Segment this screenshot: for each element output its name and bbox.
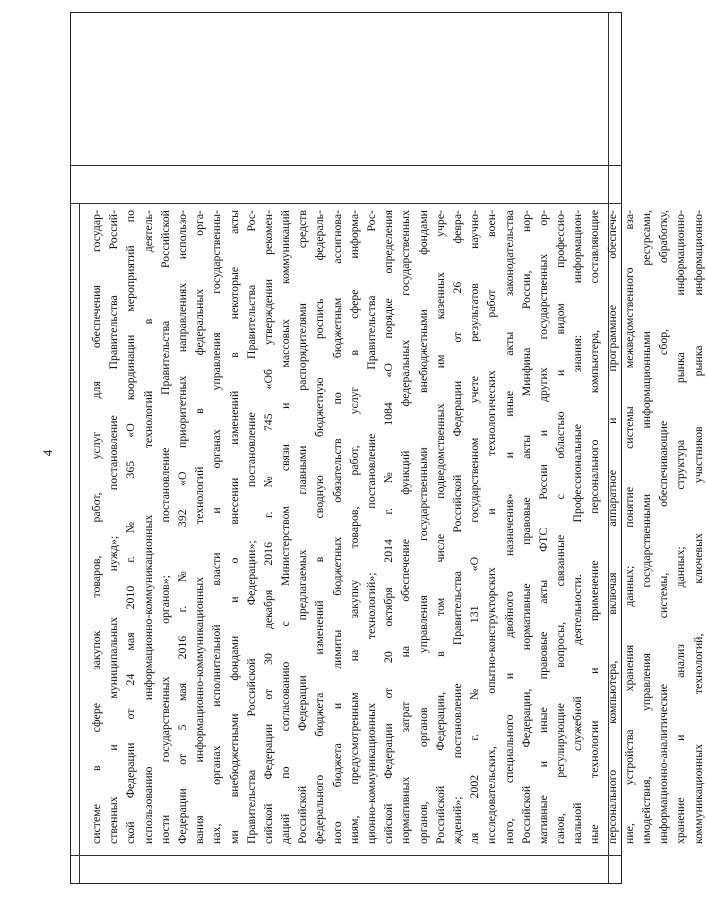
text-line: мативные и иные правовые акты ФТС России и других государственных ор- [535,210,550,844]
text-line: ние, устройства хранения данных; понятие системы межведомственного вза- [621,210,636,844]
row-divider-top [71,165,621,166]
empty-top-cell [71,13,608,165]
text-line: ми внебюджетными фондами и о внесении изменений в некоторые акты [226,210,241,844]
text-line: нальной служебной деятельности. Профессиональные знания: информацион- [570,210,585,844]
rotated-body-text [84,204,705,850]
text-line: ганов, регулирующие вопросы, связанные с областью и видом профессио- [553,210,568,844]
text-line: ного бюджета и лимиты бюджетных обязательств по бюджетным ассигнова- [329,210,344,844]
text-line: ждений»; постановление Правительства Российской Федерации от 26 февра- [449,210,464,844]
text-line: исследовательских, опытно-конструкторских и технологических работ воен- [484,210,499,844]
text-line: федерального бюджета изменений в сводную бюджетную роспись федераль- [312,210,327,844]
text-line: ности государственных органов»; постановление Правительства Российской [157,210,172,844]
text-line: вания информационно-коммуникационных технологий в федеральных орга- [192,210,207,844]
text-line: сийской Федерации от 20 октября 2014 г. № 1084 «О порядке определения [381,210,396,844]
text-line: нах, органах исполнительной власти и органах управления государственны- [209,210,224,844]
text-line: ственных и муниципальных нужд»; постановление Правительства Россий- [106,210,121,844]
page-number: 4 [40,449,55,457]
text-line: сийской Федерации от 30 декабря 2016 г. № 745 «Об утверждении рекомен- [260,210,275,844]
column-divider-left [79,203,80,883]
text-line: хранение и анализ данных; структура рынка информационно- [673,210,688,844]
text-line: ционно-коммуникационных технологий»; постановление Правительства Рос- [364,210,378,844]
text-line: органов, органов управления государственными внебюджетными фондами [415,210,430,844]
text-line: Российской Федерации, в том числе подведомственных им казенных учре- [432,210,447,844]
text-line: ля 2002 г. № 131 «О государственном учете результатов научно- [467,210,482,844]
text-line: системе в сфере закупок товаров, работ, услуг для обеспечения государ- [89,210,103,844]
text-line: коммуникационных технологий, ключевых участников рынка информационно- [690,210,705,844]
empty-left-cell [79,855,608,883]
text-line: даций по согласованию с Министерством связи и массовых коммуникаций [278,210,293,844]
text-line: Российской Федерации предлагаемых главными распорядителями средств [295,210,310,844]
body-text-cell [84,204,705,850]
text-line: ного, специального и двойного назначения» и иные акты законодательства [501,210,516,844]
text-line: персонального компьютера, включая аппаратное и программное обеспече- [604,210,619,844]
text-line: Федерации от 5 мая 2016 г. № 392 «О приоритетных направлениях использо- [174,210,189,844]
text-line: ниям, предусмотренным на закупку товаров, работ, услуг в сфере информа- [346,210,361,844]
text-line: имодействия, управления государственными информационными ресурсами, [639,210,653,844]
text-line: информационно-аналитические системы, обеспечивающие сбор, обработку, [656,210,671,844]
text-line: Правительства Российской Федерации»; постановление Правительства Рос- [243,210,258,844]
text-line: ные технологии и применение персонального компьютера, составляющие [587,210,602,844]
text-line: использованию информационно-коммуникационных технологий в деятель- [140,210,155,844]
text-line: ской Федерации от 24 мая 2010 г. № 365 «О координации мероприятий по [123,210,138,844]
text-line: нормативных затрат на обеспечение функций федеральных государственных [398,210,413,844]
text-line: Российской Федерации, нормативные правовые акты Минфина России, нор- [518,210,533,844]
